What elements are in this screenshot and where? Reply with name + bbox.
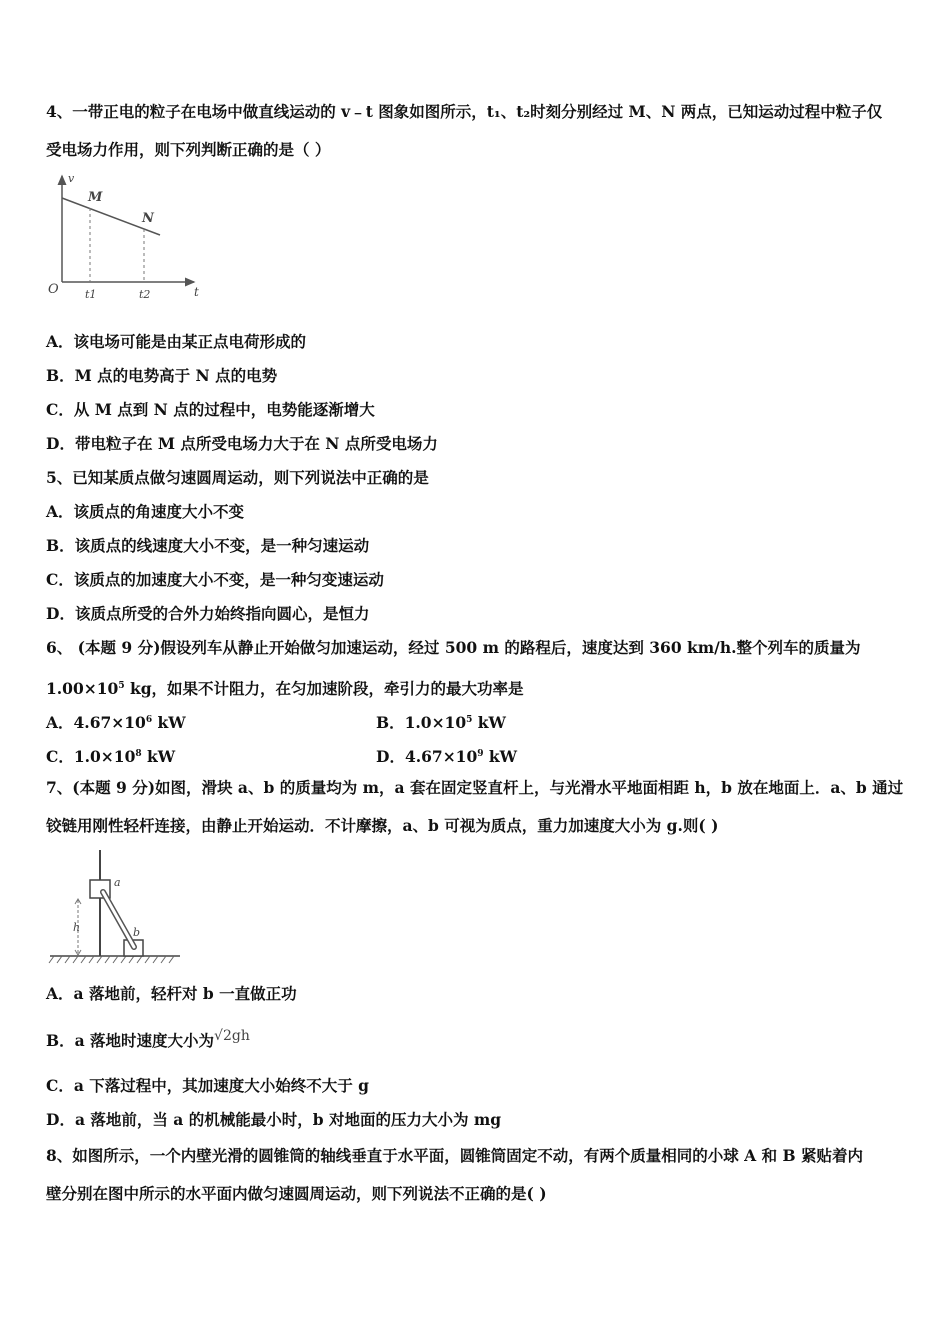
rigid-rod-inner (103, 892, 134, 947)
q5-option-d: D．该质点所受的合外力始终指向圆心，是恒力 (46, 604, 370, 623)
q6-option-d: D．$4.67\times 10^9$ kW (376, 747, 518, 767)
q4-stem-line1: 4、一带正电的粒子在电场中做直线运动的 v﹣t 图象如图所示，t₁、t₂时刻分别经过 M、N 两点，已知运动过程中粒子仅 (46, 102, 883, 121)
t2-label: t2 (139, 288, 151, 301)
sqrt-2gh-formula: √2gh (214, 1028, 250, 1044)
b-label: b (133, 926, 141, 939)
q7-option-d: D．a 落地前，当 a 的机械能最小时，b 对地面的压力大小为 mg (46, 1110, 502, 1129)
a-label: a (114, 876, 121, 889)
n-label: N (142, 211, 154, 226)
v-label: v (68, 172, 75, 185)
q8-stem-line2: 壁分别在图中所示的水平面内做匀速圆周运动，则下列说法不正确的是( ) (46, 1184, 547, 1203)
q7-option-b: B．a 落地时速度大小为√2gh (46, 1028, 250, 1050)
q7-option-a: A．a 落地前，轻杆对 b 一直做正功 (46, 984, 297, 1003)
q4-option-b: B．M 点的电势高于 N 点的电势 (46, 366, 278, 385)
q4-option-a: A．该电场可能是由某正点电荷形成的 (46, 332, 307, 351)
q7-stem-line1: 7、(本题 9 分)如图，滑块 a、b 的质量均为 m，a 套在固定竖直杆上，与光滑水平地面相距 h，b 放在地面上．a、b 通过 (46, 778, 904, 797)
q4-stem-line2: 受电场力作用，则下列判断正确的是（ ） (46, 140, 331, 159)
q6-option-a: A．$4.67\times 10^6$ kW (46, 713, 186, 733)
t-label: t (194, 285, 199, 299)
q7-slider-rod-figure (48, 848, 188, 968)
q6-stem-line2: $1.00\times 10^5$ kg，如果不计阻力，在匀加速阶段，牵引力的最大功率是 (46, 679, 524, 699)
q8-stem-line1: 8、如图所示，一个内壁光滑的圆锥筒的轴线垂直于水平面，圆锥筒固定不动，有两个质量相同的小球 A 和 B 紧贴着内 (46, 1146, 864, 1165)
origin-label: O (48, 282, 59, 297)
ground-hatching (49, 956, 174, 963)
q5-option-b: B．该质点的线速度大小不变，是一种匀速运动 (46, 536, 370, 555)
q6-stem-line1: 6、 (本题 9 分)假设列车从静止开始做匀加速运动，经过 500 m 的路程后，速度达到 360 km/h.整个列车的质量为 (46, 638, 861, 657)
m-label: M (88, 190, 103, 205)
q5-option-c: C．该质点的加速度大小不变，是一种匀变速运动 (46, 570, 384, 589)
q4-option-d: D．带电粒子在 M 点所受电场力大于在 N 点所受电场力 (46, 434, 438, 453)
q6-option-b: B．$1.0\times 10^5$ kW (376, 713, 506, 733)
q6-option-c: C．$1.0\times 10^8$ kW (46, 747, 176, 767)
q7-stem-line2: 铰链用刚性轻杆连接，由静止开始运动．不计摩擦，a、b 可视为质点，重力加速度大小为 g.则( ) (46, 816, 719, 835)
q5-option-a: A．该质点的角速度大小不变 (46, 502, 245, 521)
h-label: h (73, 921, 81, 934)
t1-label: t1 (85, 288, 97, 301)
q4-vt-graph (44, 168, 214, 303)
q7-option-c: C．a 下落过程中，其加速度大小始终不大于 g (46, 1076, 370, 1095)
q5-stem: 5、已知某质点做匀速圆周运动，则下列说法中正确的是 (46, 468, 429, 487)
q4-option-c: C．从 M 点到 N 点的过程中，电势能逐渐增大 (46, 400, 375, 419)
